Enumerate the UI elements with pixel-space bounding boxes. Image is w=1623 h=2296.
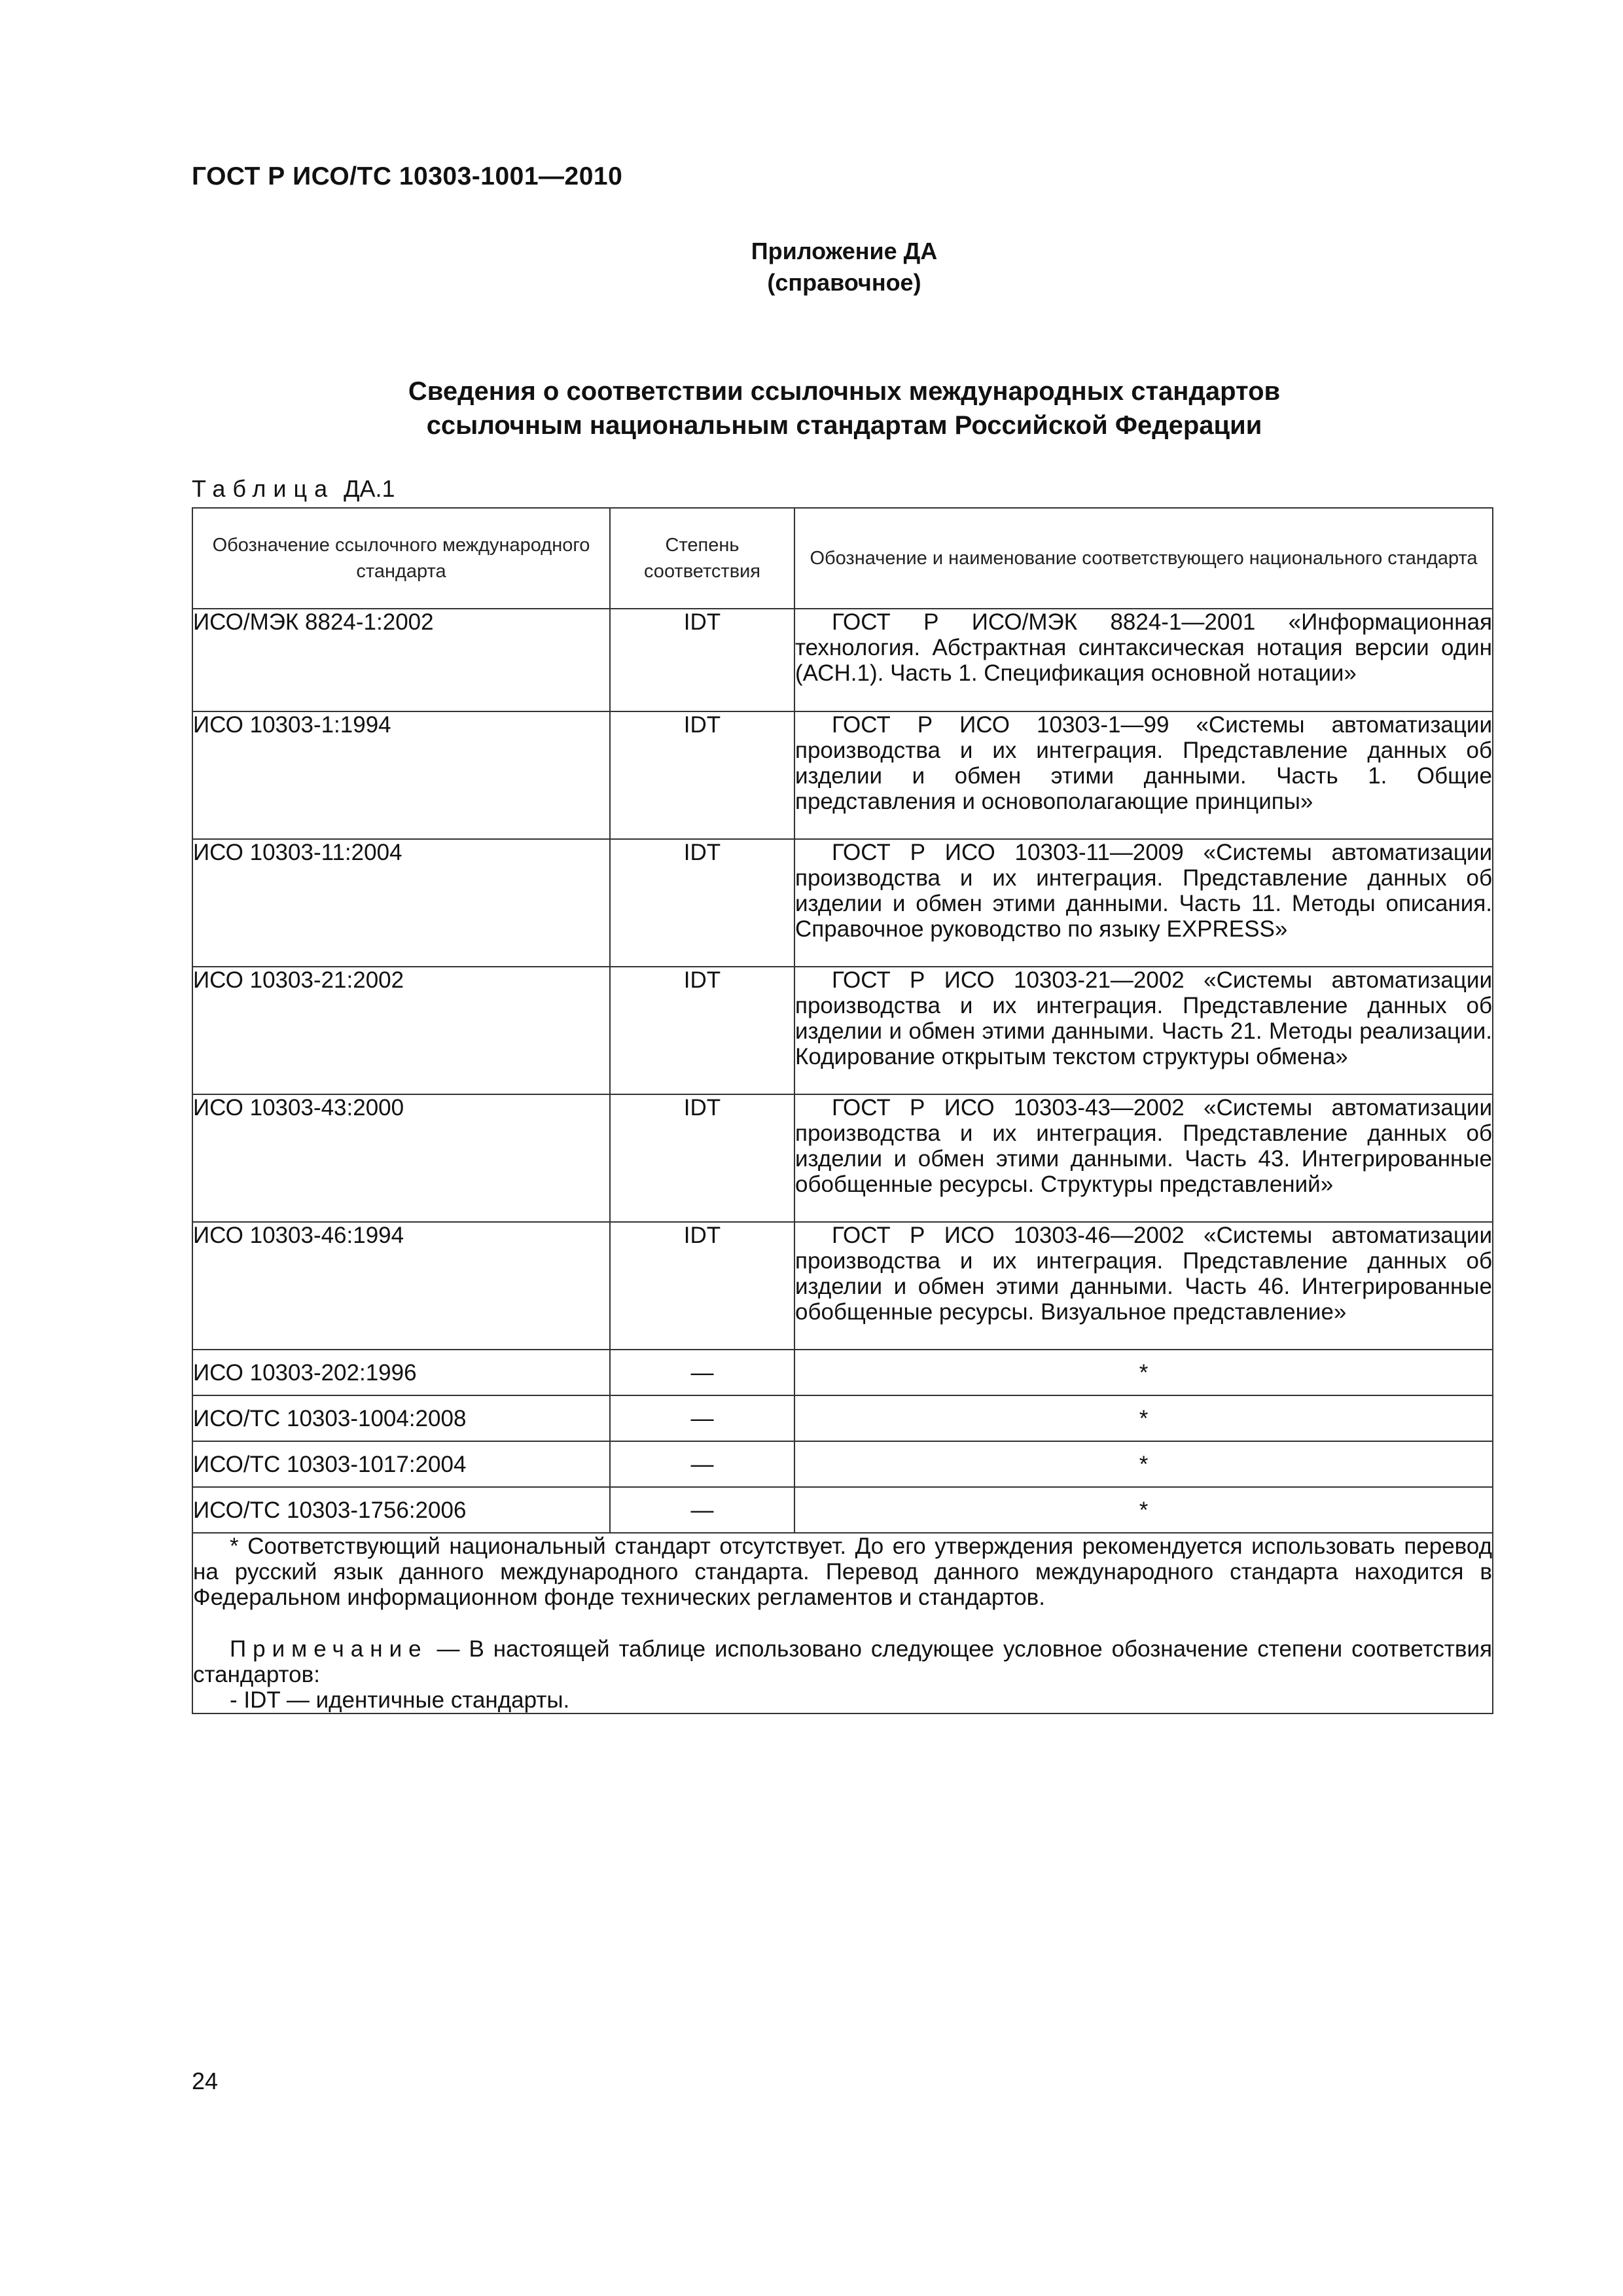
intl-standard-cell: ИСО 10303-46:1994 [192, 1222, 610, 1350]
table-caption-number: ДА.1 [344, 475, 395, 502]
national-standard-cell [794, 711, 1493, 839]
table-caption-word: Таблица [192, 475, 335, 502]
table-row [192, 1094, 1493, 1222]
intl-standard-cell: ИСО 10303-21:2002 [192, 967, 610, 1094]
national-standard-text: ГОСТ Р ИСО 10303-46—2002 «Системы автоматизации производства и их интеграция. Представление данных об изделии и обмен этими данными. Часть 46. Интегрированные обобщенные ресурсы. Визуальное представление» [795, 1223, 1492, 1325]
national-standard-cell: * [794, 1487, 1493, 1533]
intl-standard-cell: ИСО 10303-11:2004 [192, 839, 610, 967]
appendix-title-line-2: ссылочным национальным стандартам Российской Федерации [426, 411, 1262, 440]
national-standard-cell [794, 839, 1493, 967]
table-footnote: * Соответствующий национальный стандарт отсутствует. До его утверждения рекомендуется использовать перевод на русский язык данного международного стандарта. Перевод данного международного стандарта находится в Федеральном информационном фонде технических регламентов и стандартов. [193, 1534, 1492, 1610]
degree-cell: IDT [610, 609, 794, 711]
table-row [192, 839, 1493, 967]
header-intl-standard: Обозначение ссылочного международного стандарта [192, 508, 610, 609]
page-number: 24 [192, 2068, 219, 2094]
national-standard-text: ГОСТ Р ИСО 10303-43—2002 «Системы автоматизации производства и их интеграция. Представление данных об изделии и обмен этими данными. Часть 43. Интегрированные обобщенные ресурсы. Структуры представлений» [795, 1095, 1492, 1197]
appendix-kind: (справочное) [767, 269, 921, 296]
national-standard-text: ГОСТ Р ИСО 10303-11—2009 «Системы автоматизации производства и их интеграция. Представление данных об изделии и обмен этими данными. Часть 11. Методы описания. Справочное руководство по языку EXPRESS» [795, 840, 1492, 942]
degree-cell: — [610, 1487, 794, 1533]
degree-cell: — [610, 1441, 794, 1487]
table-row [192, 1350, 1493, 1395]
table-row [192, 967, 1493, 1094]
national-standard-cell: * [794, 1350, 1493, 1395]
table-note [193, 1636, 1492, 1687]
appendix-heading [0, 236, 1623, 298]
table-row [192, 1395, 1493, 1441]
appendix-label: Приложение ДА [751, 238, 938, 264]
table-row [192, 1441, 1493, 1487]
degree-cell: IDT [610, 1222, 794, 1350]
table-row [192, 1487, 1493, 1533]
national-standard-cell [794, 967, 1493, 1094]
intl-standard-cell: ИСО/ТС 10303-1756:2006 [192, 1487, 610, 1533]
degree-cell: — [610, 1395, 794, 1441]
note-label: Примечание [230, 1636, 428, 1662]
table-footnote-cell [192, 1533, 1493, 1713]
table-row [192, 609, 1493, 711]
intl-standard-cell: ИСО/ТС 10303-1004:2008 [192, 1395, 610, 1441]
correspondence-table [192, 507, 1493, 1714]
appendix-title [0, 374, 1623, 442]
degree-cell: — [610, 1350, 794, 1395]
appendix-title-line-1: Сведения о соответствии ссылочных международных стандартов [408, 377, 1281, 406]
national-standard-cell: * [794, 1441, 1493, 1487]
national-standard-cell: * [794, 1395, 1493, 1441]
degree-cell: IDT [610, 967, 794, 1094]
document-id: ГОСТ Р ИСО/ТС 10303-1001—2010 [192, 162, 623, 190]
header-degree: Степень соответствия [610, 508, 794, 609]
table-header-row [192, 508, 1493, 609]
intl-standard-cell: ИСО/МЭК 8824-1:2002 [192, 609, 610, 711]
degree-cell: IDT [610, 839, 794, 967]
intl-standard-cell: ИСО/ТС 10303-1017:2004 [192, 1441, 610, 1487]
degree-cell: IDT [610, 1094, 794, 1222]
degree-cell: IDT [610, 711, 794, 839]
table-footnote-row [192, 1533, 1493, 1713]
intl-standard-cell: ИСО 10303-43:2000 [192, 1094, 610, 1222]
national-standard-text: ГОСТ Р ИСО 10303-1—99 «Системы автоматизации производства и их интеграция. Представление данных об изделии и обмен этими данными. Часть 1. Общие представления и основополагающие принципы» [795, 712, 1492, 814]
note-list-item: - IDT — идентичные стандарты. [230, 1687, 570, 1713]
national-standard-text: ГОСТ Р ИСО/МЭК 8824-1—2001 «Информационная технология. Абстрактная синтаксическая нотация версии один (АСН.1). Часть 1. Спецификация основной нотации» [795, 609, 1492, 686]
header-national-standard: Обозначение и наименование соответствующего национального стандарта [794, 508, 1493, 609]
national-standard-cell [794, 1094, 1493, 1222]
national-standard-cell [794, 609, 1493, 711]
intl-standard-cell: ИСО 10303-202:1996 [192, 1350, 610, 1395]
national-standard-text: ГОСТ Р ИСО 10303-21—2002 «Системы автоматизации производства и их интеграция. Представление данных об изделии и обмен этими данными. Часть 21. Методы реализации. Кодирование открытым текстом структуры обмена» [795, 967, 1492, 1069]
table-row [192, 1222, 1493, 1350]
national-standard-cell [794, 1222, 1493, 1350]
note-text: — В настоящей таблице использовано следующее условное обозначение степени соответствия стандартов: [193, 1636, 1492, 1687]
table-caption [192, 475, 395, 503]
table-row [192, 711, 1493, 839]
intl-standard-cell: ИСО 10303-1:1994 [192, 711, 610, 839]
